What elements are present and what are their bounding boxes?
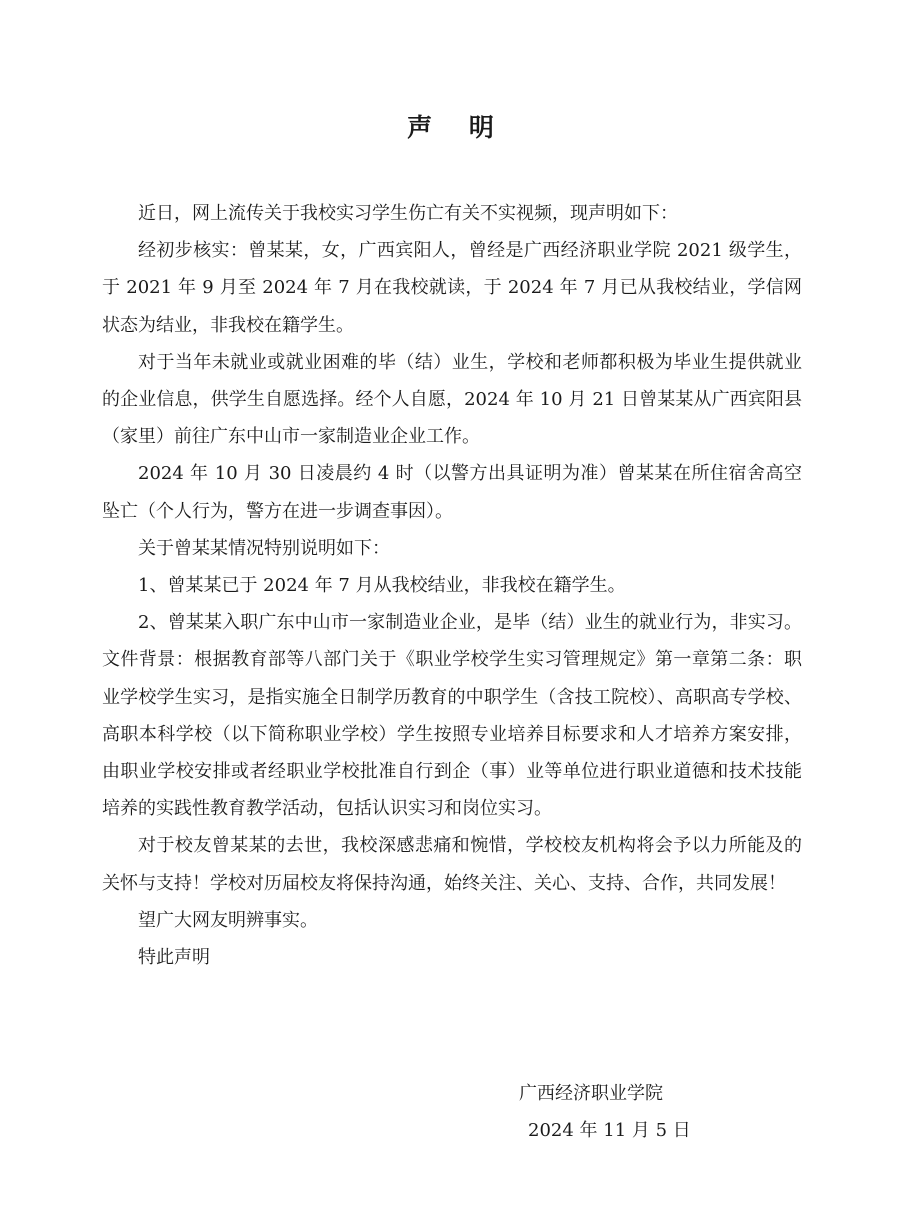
paragraph-appeal: 望广大网友明辨事实。 (138, 909, 318, 931)
paragraph-point-1: 1、曾某某已于 2024 年 7 月从我校结业，非我校在籍学生。 (138, 575, 626, 597)
signature-date: 2024 年 11 月 5 日 (528, 1120, 691, 1141)
paragraph-closing: 特此声明 (138, 947, 210, 969)
paragraph-point-2: 2、曾某某入职广东中山市一家制造业企业，是毕（结）业生的就业行为，非实习。文件背景：根据教育部等八部门关于《职业学校学生实习管理规定》第一章第二条：职业学校学生实习，是指实施全日制学历教育的中职学生（含技工院校）、高职高专学校、高职本科学校（以下简称职业学校）学生按照专业培养目标要求和人才培养方案安排，由职业学校安排或者经职业学校批准自行到企（事）业等单位进行职业道德和技术技能培养的实践性教育教学活动，包括认识实习和岗位实习。 (102, 612, 802, 820)
paragraph-incident: 2024 年 10 月 30 日凌晨约 4 时（以警方出具证明为准）曾某某在所住宿舍高空坠亡（个人行为，警方在进一步调查事因）。 (102, 463, 802, 522)
signature-organization: 广西经济职业学院 (519, 1083, 663, 1104)
document-title: 声 明 (407, 113, 508, 142)
paragraph-condolence: 对于校友曾某某的去世，我校深感悲痛和惋惜，学校校友机构将会予以力所能及的关怀与支持！学校对历届校友将保持沟通，始终关注、关心、支持、合作，共同发展！ (102, 835, 802, 894)
paragraph-verification: 经初步核实：曾某某，女，广西宾阳人，曾经是广西经济职业学院 2021 级学生，于 2021 年 9 月至 2024 年 7 月在我校就读，于 2024 年 7 月已从我校结业，学信网状态为结业，非我校在籍学生。 (102, 240, 802, 336)
paragraph-intro: 近日，网上流传关于我校实习学生伤亡有关不实视频，现声明如下： (138, 203, 678, 224)
paragraph-special-note: 关于曾某某情况特别说明如下： (138, 537, 390, 559)
document-body (102, 195, 802, 976)
paragraph-employment: 对于当年未就业或就业困难的毕（结）业生，学校和老师都积极为毕业生提供就业的企业信息，供学生自愿选择。经个人自愿，2024 年 10 月 21 日曾某某从广西宾阳县（家里）前往广东中山市一家制造业企业工作。 (102, 351, 802, 448)
